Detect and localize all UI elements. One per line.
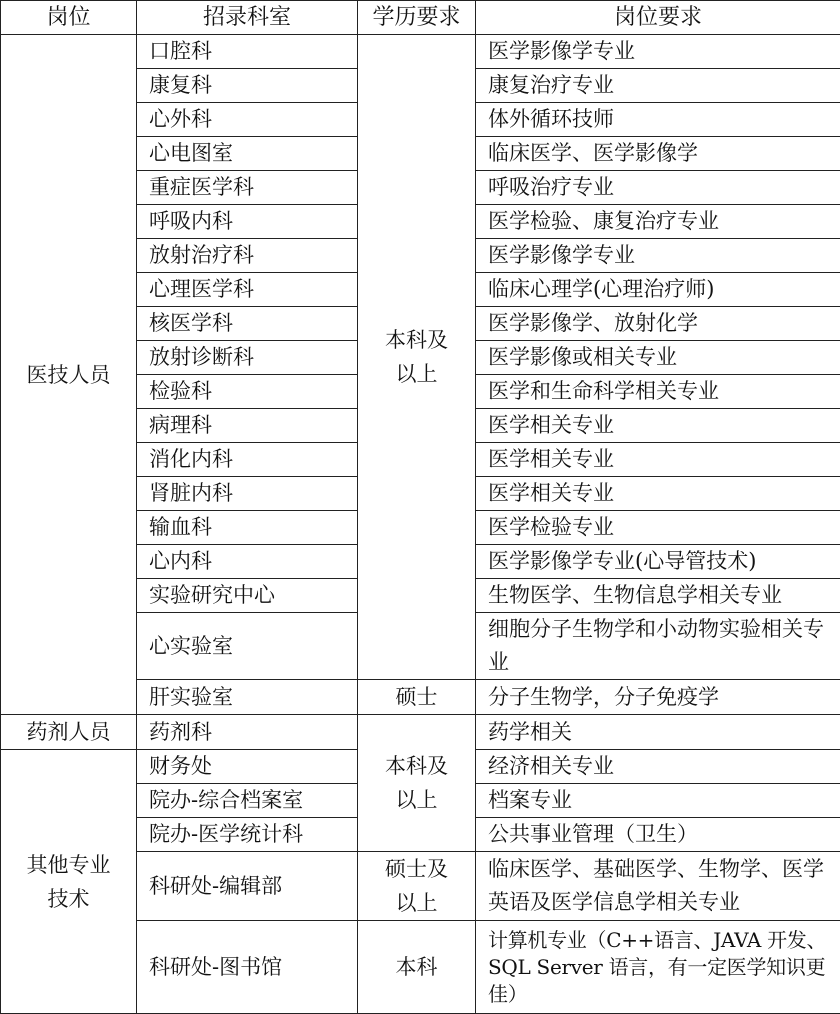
dept-cell: 科研处-图书馆: [137, 921, 358, 1014]
requirement-cell: 细胞分子生物学和小动物实验相关专业: [476, 613, 840, 680]
requirement-cell: 医学检验、康复治疗专业: [476, 205, 840, 239]
group-medtech: 医技人员: [1, 35, 137, 715]
dept-cell: 院办-医学统计科: [137, 818, 358, 852]
requirement-cell: 临床心理学(心理治疗师): [476, 273, 840, 307]
dept-cell: 科研处-编辑部: [137, 852, 358, 921]
requirement-cell: 医学影像或相关专业: [476, 341, 840, 375]
education-master-plus: 硕士及以上: [358, 852, 476, 921]
dept-cell: 心理医学科: [137, 273, 358, 307]
dept-cell: 放射治疗科: [137, 239, 358, 273]
dept-cell: 心实验室: [137, 613, 358, 680]
dept-cell: 重症医学科: [137, 171, 358, 205]
dept-cell: 检验科: [137, 375, 358, 409]
requirement-cell: 医学检验专业: [476, 511, 840, 545]
requirement-cell: 临床医学、基础医学、生物学、医学英语及医学信息学相关专业: [476, 852, 840, 921]
education-bachelor-plus: 本科及以上: [358, 715, 476, 852]
requirement-cell: 呼吸治疗专业: [476, 171, 840, 205]
requirement-cell: 医学相关专业: [476, 443, 840, 477]
dept-cell: 心电图室: [137, 137, 358, 171]
table-row: [1, 715, 840, 750]
requirement-cell: 生物医学、生物信息学相关专业: [476, 579, 840, 613]
education-master: 硕士: [358, 680, 476, 715]
requirement-cell: 公共事业管理（卫生）: [476, 818, 840, 852]
requirement-cell: 医学影像学专业: [476, 35, 840, 69]
requirement-cell: 药学相关: [476, 715, 840, 750]
requirement-cell: 计算机专业（C++语言、JAVA 开发、SQL Server 语言，有一定医学知识更佳）: [476, 921, 840, 1014]
requirement-cell: 档案专业: [476, 784, 840, 818]
header-position: 岗位: [1, 1, 137, 35]
header-education: 学历要求: [358, 1, 476, 35]
dept-cell: 放射诊断科: [137, 341, 358, 375]
table-header-row: [1, 1, 840, 35]
group-other: 其他专业技术: [1, 750, 137, 1014]
requirement-cell: 医学影像学专业(心导管技术): [476, 545, 840, 579]
group-pharmacy: 药剂人员: [1, 715, 137, 750]
requirement-cell: 分子生物学，分子免疫学: [476, 680, 840, 715]
dept-cell: 核医学科: [137, 307, 358, 341]
dept-cell: 药剂科: [137, 715, 358, 750]
dept-cell: 院办-综合档案室: [137, 784, 358, 818]
dept-cell: 病理科: [137, 409, 358, 443]
dept-cell: 肾脏内科: [137, 477, 358, 511]
table-row: [1, 35, 840, 69]
dept-cell: 康复科: [137, 69, 358, 103]
requirement-cell: 临床医学、医学影像学: [476, 137, 840, 171]
dept-cell: 财务处: [137, 750, 358, 784]
requirement-cell: 经济相关专业: [476, 750, 840, 784]
education-bachelor: 本科: [358, 921, 476, 1014]
dept-cell: 心外科: [137, 103, 358, 137]
header-department: 招录科室: [137, 1, 358, 35]
dept-cell: 呼吸内科: [137, 205, 358, 239]
requirement-cell: 医学相关专业: [476, 477, 840, 511]
dept-cell: 口腔科: [137, 35, 358, 69]
requirement-cell: 医学相关专业: [476, 409, 840, 443]
requirement-cell: 医学和生命科学相关专业: [476, 375, 840, 409]
dept-cell: 心内科: [137, 545, 358, 579]
requirement-cell: 医学影像学、放射化学: [476, 307, 840, 341]
dept-cell: 肝实验室: [137, 680, 358, 715]
requirement-cell: 康复治疗专业: [476, 69, 840, 103]
header-requirement: 岗位要求: [476, 1, 840, 35]
education-bachelor-plus: 本科及以上: [358, 35, 476, 680]
requirement-cell: 医学影像学专业: [476, 239, 840, 273]
requirement-cell: 体外循环技师: [476, 103, 840, 137]
dept-cell: 消化内科: [137, 443, 358, 477]
dept-cell: 实验研究中心: [137, 579, 358, 613]
dept-cell: 输血科: [137, 511, 358, 545]
